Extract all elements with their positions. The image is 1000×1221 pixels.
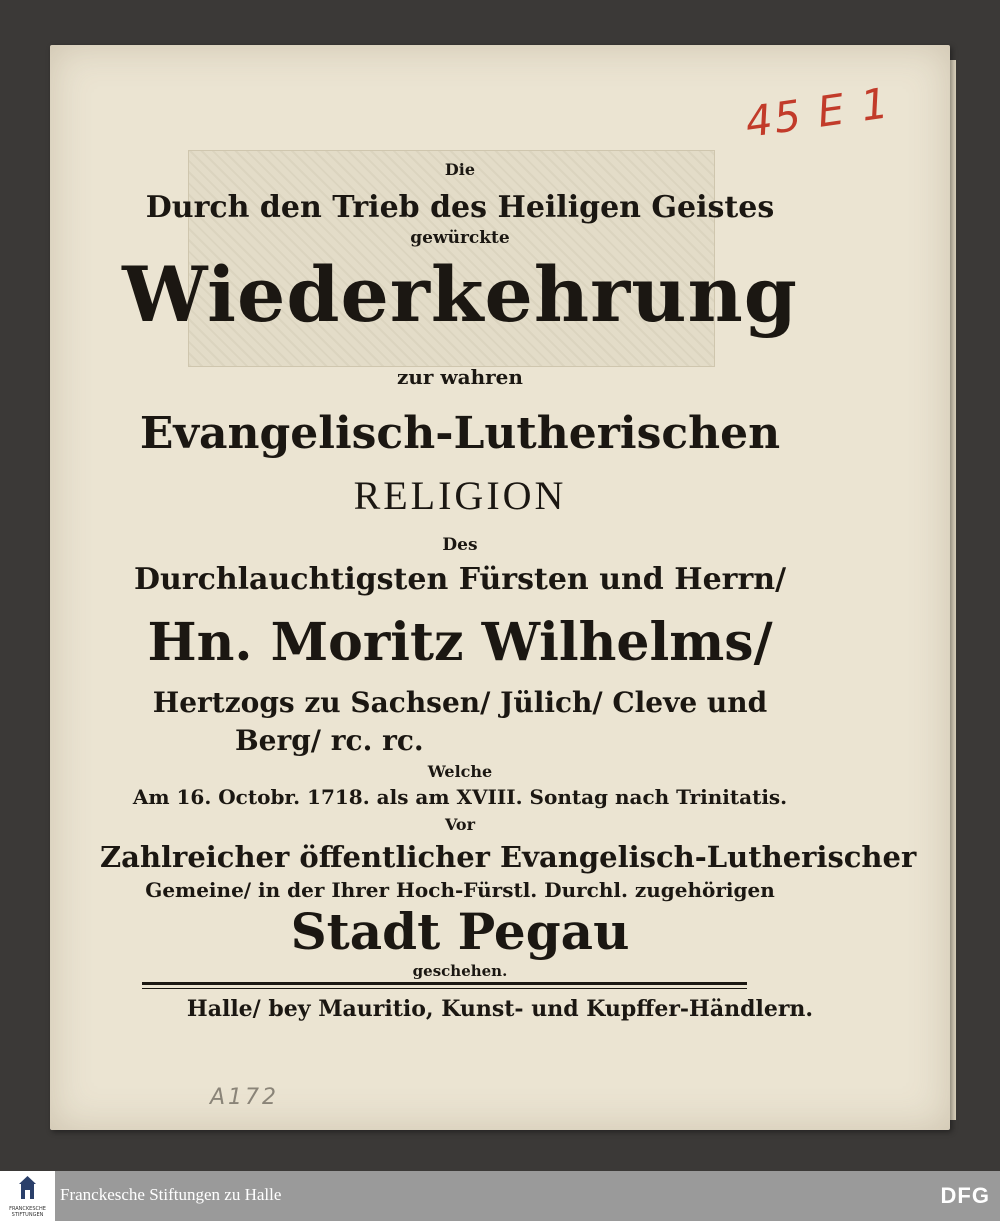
- title-line-evangelisch: Evangelisch-Lutherischen: [139, 408, 781, 459]
- title-line-durchlauchtigsten: Durchlauchtigsten Fürsten und Herrn/: [133, 562, 787, 597]
- title-line-trieb: Durch den Trieb des Heiligen Geistes: [145, 190, 775, 225]
- dfg-logo[interactable]: DFG: [940, 1183, 990, 1208]
- title-line-vor: Vor: [444, 815, 476, 834]
- title-line-berg: Berg/ rc. rc.: [235, 724, 424, 757]
- title-line-gemeine: Gemeine/ in der Ihrer Hoch-Fürstl. Durchl. zugehörigen: [145, 878, 775, 902]
- imprint-rule-thin: [142, 988, 747, 989]
- institution-logo[interactable]: [0, 1171, 55, 1221]
- title-text-block: [100, 150, 917, 1010]
- shelfmark-annotation: 45 E 1: [742, 78, 894, 147]
- title-line-des: Des: [442, 535, 478, 555]
- title-line-zahlreicher: Zahlreicher öffentlicher Evangelisch-Lutherischer: [100, 840, 917, 874]
- title-line-religion: RELIGION: [353, 473, 567, 518]
- pencil-annotation: A172: [210, 1085, 280, 1110]
- title-line-geschehen: geschehen.: [412, 962, 508, 980]
- imprint-line: Halle/ bey Mauritio, Kunst- und Kupffer-Händlern.: [186, 996, 814, 1022]
- imprint-rule: [142, 982, 747, 985]
- footer-bar: [0, 1171, 1000, 1221]
- title-line-welche: Welche: [427, 762, 493, 781]
- title-line-gewuerckte: gewürckte: [410, 228, 510, 248]
- title-line-moritz-wilhelms: Hn. Moritz Wilhelms/: [147, 612, 773, 673]
- title-line-stadt-pegau: Stadt Pegau: [290, 902, 630, 961]
- title-line-zur-wahren: zur wahren: [397, 365, 523, 389]
- building-icon: [0, 1171, 55, 1206]
- title-line-hertzogs: Hertzogs zu Sachsen/ Jülich/ Cleve und: [152, 686, 768, 719]
- title-main-wiederkehrung: Wiederkehrung: [122, 250, 798, 339]
- title-line-date: Am 16. Octobr. 1718. als am XVIII. Sontag nach Trinitatis.: [132, 785, 788, 809]
- title-line-die: Die: [444, 160, 476, 179]
- institution-name[interactable]: Franckesche Stiftungen zu Halle: [60, 1185, 282, 1204]
- logo-caption: FRANCKESCHE STIFTUNGEN: [9, 1206, 46, 1218]
